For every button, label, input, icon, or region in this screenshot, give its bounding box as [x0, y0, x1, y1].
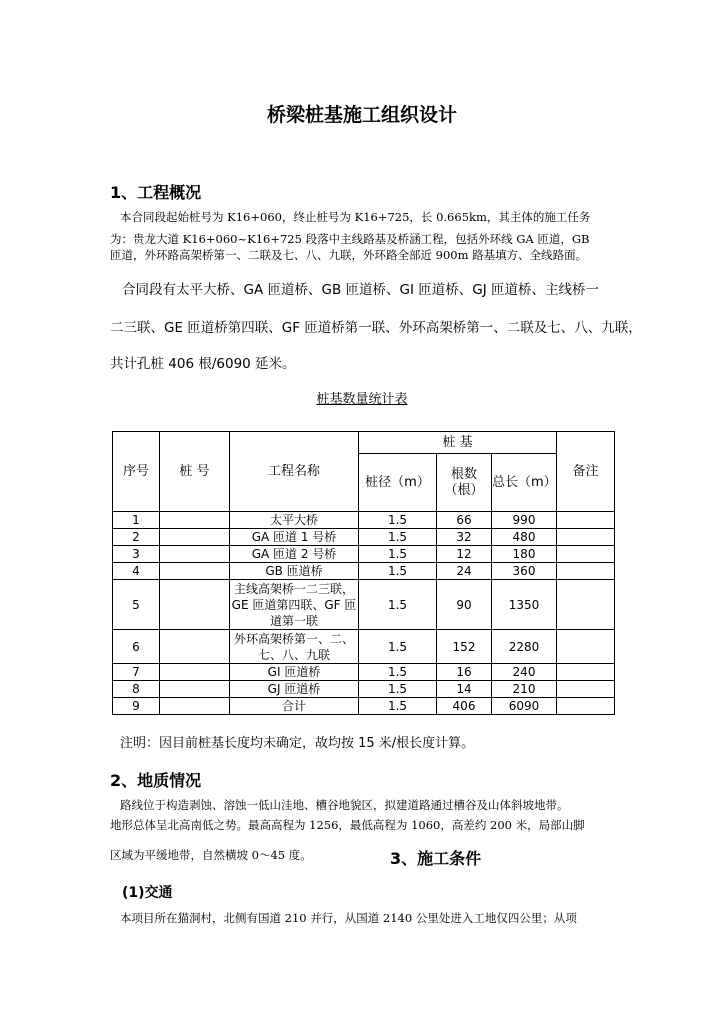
cell-name: GI 匝道桥: [230, 664, 359, 681]
cell-length: 480: [492, 529, 557, 546]
cell-count: 406: [437, 698, 492, 715]
header-group: 桩 基: [359, 432, 557, 454]
section-3-line1: 本项目所在猫洞村，北侧有国道 210 并行，从国道 2140 公里处进入工地仅四公里；从项: [120, 911, 577, 925]
cell-remark: [557, 580, 615, 630]
cell-name: GJ 匝道桥: [230, 681, 359, 698]
table-row: [113, 512, 615, 529]
section-2-line1: 路线位于构造剥蚀、溶蚀一低山洼地、槽谷地貌区，拟建道路通过槽谷及山体斜坡地带。: [120, 798, 569, 812]
cell-diameter: 1.5: [359, 630, 437, 664]
section-3-heading: 3、施工条件: [390, 849, 482, 868]
cell-seq: 3: [113, 546, 160, 563]
cell-pile-no: [160, 546, 230, 563]
cell-diameter: 1.5: [359, 512, 437, 529]
header-remark: 备注: [557, 432, 615, 512]
section-2-heading: 2、地质情况: [110, 771, 202, 790]
cell-seq: 8: [113, 681, 160, 698]
cell-pile-no: [160, 580, 230, 630]
section-1-para1-line2: 为：贵龙大道 K16+060~K16+725 段落中主线路基及桥涵工程，包括外环线 GA 匝道，GB: [110, 232, 590, 246]
cell-seq: 5: [113, 580, 160, 630]
cell-name: 主线高架桥一二三联，GE 匝道第四联、GF 匝道第一联: [230, 580, 359, 630]
section-2-line3: 区域为平缓地带，自然横坡 0～45 度。: [110, 848, 312, 862]
cell-remark: [557, 664, 615, 681]
section-1-para2-line3: 共计孔桩 406 根/6090 延米。: [110, 356, 296, 372]
cell-remark: [557, 681, 615, 698]
cell-remark: [557, 698, 615, 715]
cell-pile-no: [160, 681, 230, 698]
cell-name: GB 匝道桥: [230, 563, 359, 580]
cell-diameter: 1.5: [359, 546, 437, 563]
cell-seq: 1: [113, 512, 160, 529]
cell-pile-no: [160, 630, 230, 664]
section-1-para2-line2: 二三联、GE 匝道桥第四联、GF 匝道桥第一联、外环高架桥第一、二联及七、八、九联，: [110, 320, 642, 336]
header-diameter: 桩径（m）: [359, 454, 437, 512]
table-caption: 桩基数量统计表: [316, 392, 408, 407]
cell-count: 14: [437, 681, 492, 698]
cell-length: 240: [492, 664, 557, 681]
section-3-sub-heading: (1)交通: [122, 885, 173, 901]
cell-length: 6090: [492, 698, 557, 715]
table-row: [113, 529, 615, 546]
cell-diameter: 1.5: [359, 529, 437, 546]
cell-diameter: 1.5: [359, 664, 437, 681]
header-seq: 序号: [113, 432, 160, 512]
cell-count: 32: [437, 529, 492, 546]
table-row: [113, 563, 615, 580]
cell-pile-no: [160, 512, 230, 529]
table-row: [113, 580, 615, 630]
table-row: [113, 681, 615, 698]
cell-remark: [557, 563, 615, 580]
section-1-heading: 1、工程概况: [110, 183, 202, 202]
table-row: [113, 630, 615, 664]
section-1-para2-line1: 合同段有太平大桥、GA 匝道桥、GB 匝道桥、GI 匝道桥、GJ 匝道桥、主线桥一: [122, 282, 599, 298]
table-note: 注明：因目前桩基长度均未确定，故均按 15 米/根长度计算。: [120, 736, 475, 751]
cell-count: 24: [437, 563, 492, 580]
cell-name: GA 匝道 2 号桥: [230, 546, 359, 563]
cell-name: 太平大桥: [230, 512, 359, 529]
cell-length: 180: [492, 546, 557, 563]
cell-count: 152: [437, 630, 492, 664]
header-pile-no: 桩 号: [160, 432, 230, 512]
cell-remark: [557, 546, 615, 563]
cell-pile-no: [160, 698, 230, 715]
cell-remark: [557, 529, 615, 546]
cell-diameter: 1.5: [359, 563, 437, 580]
cell-name: 合计: [230, 698, 359, 715]
cell-length: 2280: [492, 630, 557, 664]
cell-seq: 9: [113, 698, 160, 715]
cell-pile-no: [160, 664, 230, 681]
cell-seq: 7: [113, 664, 160, 681]
section-2-line2: 地形总体呈北高南低之势。最高高程为 1256，最低高程为 1060，高差约 200 米，局部山脚: [110, 818, 585, 832]
header-count: 根数（根）: [437, 454, 492, 512]
cell-name: GA 匝道 1 号桥: [230, 529, 359, 546]
table-row: [113, 698, 615, 715]
cell-pile-no: [160, 529, 230, 546]
cell-count: 16: [437, 664, 492, 681]
cell-pile-no: [160, 563, 230, 580]
header-name: 工程名称: [230, 432, 359, 512]
cell-length: 1350: [492, 580, 557, 630]
table-row: [113, 664, 615, 681]
cell-seq: 2: [113, 529, 160, 546]
header-length: 总长（m）: [492, 454, 557, 512]
cell-count: 12: [437, 546, 492, 563]
cell-diameter: 1.5: [359, 698, 437, 715]
pile-statistics-table: [112, 431, 615, 715]
cell-remark: [557, 630, 615, 664]
cell-count: 66: [437, 512, 492, 529]
section-1-para1-line3: 匝道，外环路高架桥第一、二联及七、八、九联，外环路全部近 900m 路基填方、全线路面。: [110, 248, 588, 262]
cell-length: 360: [492, 563, 557, 580]
cell-name: 外环高架桥第一、二、七、八、九联: [230, 630, 359, 664]
cell-count: 90: [437, 580, 492, 630]
cell-diameter: 1.5: [359, 580, 437, 630]
cell-seq: 4: [113, 563, 160, 580]
cell-length: 990: [492, 512, 557, 529]
cell-diameter: 1.5: [359, 681, 437, 698]
document-title: 桥梁桩基施工组织设计: [266, 104, 457, 126]
cell-length: 210: [492, 681, 557, 698]
section-1-para1-line1: 本合同段起始桩号为 K16+060，终止桩号为 K16+725，长 0.665km，其主体的施工任务: [120, 210, 591, 224]
cell-remark: [557, 512, 615, 529]
cell-seq: 6: [113, 630, 160, 664]
table-row: [113, 546, 615, 563]
